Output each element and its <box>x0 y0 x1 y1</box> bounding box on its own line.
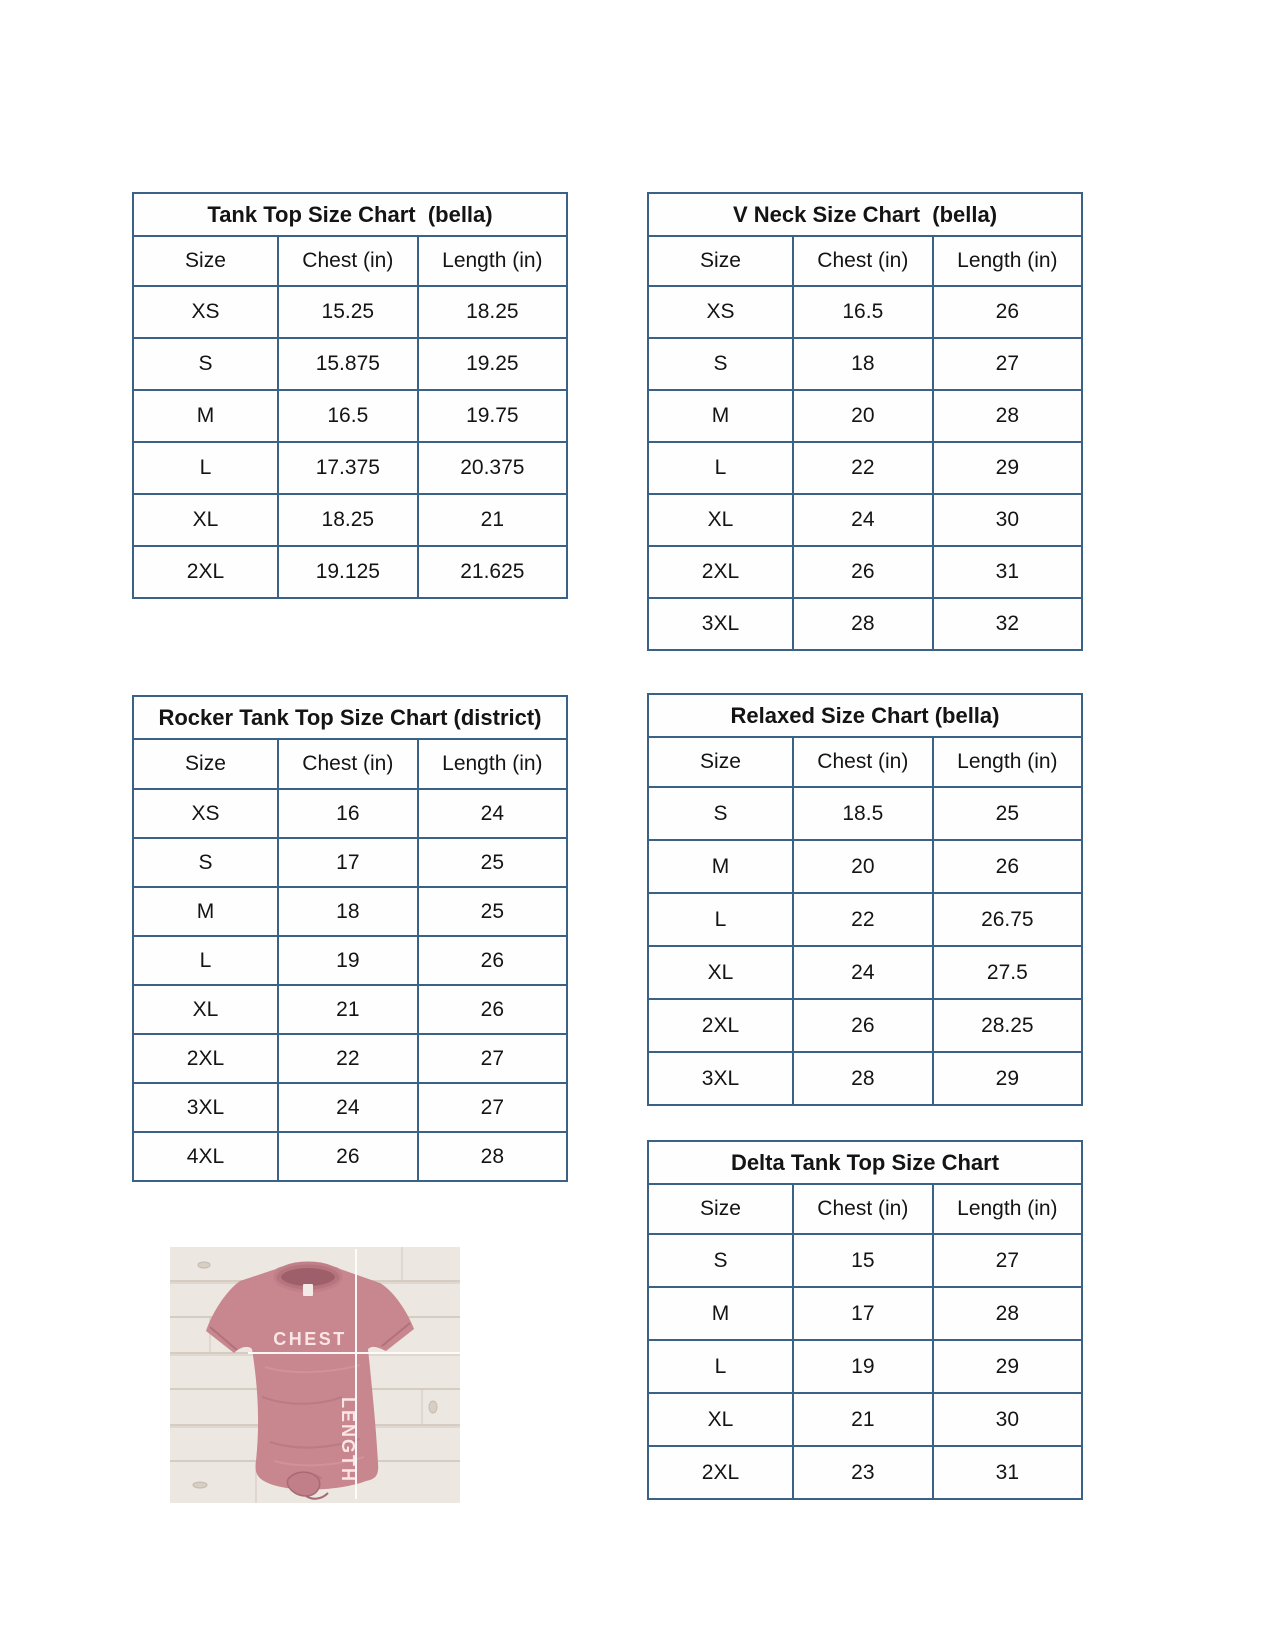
cell: 26 <box>418 936 567 985</box>
cell: 17 <box>278 838 418 887</box>
cell: 26 <box>793 546 933 598</box>
cell: 28 <box>933 390 1082 442</box>
cell: 22 <box>793 893 933 946</box>
cell: 2XL <box>648 999 793 1052</box>
table-row <box>133 985 567 1034</box>
cell: 26 <box>933 840 1082 893</box>
table-row <box>648 1393 1082 1446</box>
cell: 26.75 <box>933 893 1082 946</box>
header-row <box>133 739 567 789</box>
shirt-measurement-photo <box>170 1247 460 1503</box>
table-row <box>648 390 1082 442</box>
cell: 22 <box>793 442 933 494</box>
column-header: Chest (in) <box>793 1184 933 1234</box>
cell: 3XL <box>133 1083 278 1132</box>
cell: 15.875 <box>278 338 418 390</box>
cell: XL <box>648 1393 793 1446</box>
cell: 2XL <box>648 546 793 598</box>
table-row <box>133 286 567 338</box>
cell: 18.25 <box>418 286 567 338</box>
cell: 21 <box>278 985 418 1034</box>
table-row <box>133 390 567 442</box>
cell: 27 <box>418 1083 567 1132</box>
shirt-measurement-illustration <box>170 1247 460 1503</box>
header-row <box>648 236 1082 286</box>
header-row <box>648 1184 1082 1234</box>
cell: 18.25 <box>278 494 418 546</box>
table-row <box>648 546 1082 598</box>
cell: 25 <box>418 838 567 887</box>
table-row <box>133 1034 567 1083</box>
table-row <box>133 1132 567 1181</box>
table-row <box>648 893 1082 946</box>
cell: 21 <box>418 494 567 546</box>
cell: 15.25 <box>278 286 418 338</box>
column-header: Chest (in) <box>793 737 933 787</box>
table-row <box>648 494 1082 546</box>
cell: 18 <box>278 887 418 936</box>
cell: 19.75 <box>418 390 567 442</box>
cell: 19 <box>793 1340 933 1393</box>
table-title: Tank Top Size Chart (bella) <box>133 193 567 236</box>
cell: 23 <box>793 1446 933 1499</box>
table-row <box>133 546 567 598</box>
delta-tank-top-table <box>647 1140 1083 1500</box>
header-row <box>648 737 1082 787</box>
cell: L <box>133 936 278 985</box>
cell: 27 <box>933 338 1082 390</box>
cell: 15 <box>793 1234 933 1287</box>
table-title: Delta Tank Top Size Chart <box>648 1141 1082 1184</box>
column-header: Length (in) <box>418 236 567 286</box>
length-label: LENGTH <box>338 1397 358 1483</box>
cell: 28 <box>933 1287 1082 1340</box>
cell: L <box>648 893 793 946</box>
column-header: Size <box>648 737 793 787</box>
table-title: V Neck Size Chart (bella) <box>648 193 1082 236</box>
size-chart-rocker-tank-top <box>132 695 568 1182</box>
cell: 26 <box>793 999 933 1052</box>
table-row <box>648 1340 1082 1393</box>
cell: 29 <box>933 442 1082 494</box>
rocker-tank-top-district-table <box>132 695 568 1182</box>
cell: 19 <box>278 936 418 985</box>
table-row <box>648 1234 1082 1287</box>
cell: 20.375 <box>418 442 567 494</box>
cell: 29 <box>933 1052 1082 1105</box>
table-row <box>133 1083 567 1132</box>
cell: 30 <box>933 1393 1082 1446</box>
table-title: Relaxed Size Chart (bella) <box>648 694 1082 737</box>
cell: 27 <box>418 1034 567 1083</box>
column-header: Chest (in) <box>793 236 933 286</box>
cell: 27 <box>933 1234 1082 1287</box>
cell: 16.5 <box>793 286 933 338</box>
shirt-tag <box>303 1284 313 1296</box>
cell: 28 <box>793 598 933 650</box>
column-header: Length (in) <box>933 236 1082 286</box>
column-header: Size <box>648 1184 793 1234</box>
column-header: Chest (in) <box>278 236 418 286</box>
cell: 25 <box>933 787 1082 840</box>
table-row <box>133 936 567 985</box>
chest-label: CHEST <box>273 1329 347 1349</box>
cell: 30 <box>933 494 1082 546</box>
cell: 24 <box>418 789 567 838</box>
cell: 19.125 <box>278 546 418 598</box>
table-row <box>133 887 567 936</box>
cell: 24 <box>793 946 933 999</box>
table-row <box>648 1052 1082 1105</box>
cell: 20 <box>793 840 933 893</box>
cell: L <box>648 1340 793 1393</box>
table-row <box>648 787 1082 840</box>
cell: L <box>133 442 278 494</box>
cell: 26 <box>418 985 567 1034</box>
cell: S <box>648 787 793 840</box>
cell: 29 <box>933 1340 1082 1393</box>
cell: S <box>133 838 278 887</box>
cell: M <box>133 390 278 442</box>
cell: XS <box>133 789 278 838</box>
cell: M <box>648 1287 793 1340</box>
column-header: Size <box>648 236 793 286</box>
cell: 21 <box>793 1393 933 1446</box>
cell: 27.5 <box>933 946 1082 999</box>
table-row <box>648 286 1082 338</box>
cell: XL <box>133 985 278 1034</box>
cell: XS <box>133 286 278 338</box>
table-row <box>133 338 567 390</box>
size-chart-v-neck <box>647 192 1083 651</box>
cell: 24 <box>793 494 933 546</box>
v-neck-bella-table <box>647 192 1083 651</box>
cell: 25 <box>418 887 567 936</box>
cell: 16 <box>278 789 418 838</box>
table-row <box>648 840 1082 893</box>
cell: XL <box>648 494 793 546</box>
cell: 28.25 <box>933 999 1082 1052</box>
cell: S <box>133 338 278 390</box>
header-row <box>133 236 567 286</box>
table-row <box>133 494 567 546</box>
cell: 24 <box>278 1083 418 1132</box>
column-header: Size <box>133 739 278 789</box>
cell: 21.625 <box>418 546 567 598</box>
cell: M <box>648 840 793 893</box>
cell: 18 <box>793 338 933 390</box>
cell: 28 <box>793 1052 933 1105</box>
column-header: Length (in) <box>418 739 567 789</box>
cell: 26 <box>278 1132 418 1181</box>
cell: 16.5 <box>278 390 418 442</box>
column-header: Size <box>133 236 278 286</box>
size-chart-delta-tank-top <box>647 1140 1083 1500</box>
cell: M <box>133 887 278 936</box>
column-header: Length (in) <box>933 737 1082 787</box>
cell: 3XL <box>648 1052 793 1105</box>
cell: 28 <box>418 1132 567 1181</box>
cell: XL <box>648 946 793 999</box>
cell: S <box>648 338 793 390</box>
relaxed-bella-table <box>647 693 1083 1106</box>
table-row <box>648 946 1082 999</box>
cell: XS <box>648 286 793 338</box>
size-chart-tank-top <box>132 192 568 599</box>
cell: S <box>648 1234 793 1287</box>
column-header: Chest (in) <box>278 739 418 789</box>
table-row <box>648 1287 1082 1340</box>
table-row <box>648 598 1082 650</box>
cell: 4XL <box>133 1132 278 1181</box>
table-row <box>133 838 567 887</box>
table-row <box>133 789 567 838</box>
cell: 19.25 <box>418 338 567 390</box>
cell: 31 <box>933 546 1082 598</box>
table-row <box>648 338 1082 390</box>
table-title: Rocker Tank Top Size Chart (district) <box>133 696 567 739</box>
cell: 22 <box>278 1034 418 1083</box>
cell: 31 <box>933 1446 1082 1499</box>
cell: M <box>648 390 793 442</box>
table-row <box>648 999 1082 1052</box>
cell: 18.5 <box>793 787 933 840</box>
table-row <box>648 1446 1082 1499</box>
cell: 26 <box>933 286 1082 338</box>
cell: 17 <box>793 1287 933 1340</box>
table-row <box>133 442 567 494</box>
cell: XL <box>133 494 278 546</box>
table-row <box>648 442 1082 494</box>
cell: 2XL <box>133 1034 278 1083</box>
cell: 2XL <box>133 546 278 598</box>
size-chart-relaxed <box>647 693 1083 1106</box>
tank-top-bella-table <box>132 192 568 599</box>
cell: 2XL <box>648 1446 793 1499</box>
cell: L <box>648 442 793 494</box>
column-header: Length (in) <box>933 1184 1082 1234</box>
cell: 32 <box>933 598 1082 650</box>
cell: 20 <box>793 390 933 442</box>
cell: 3XL <box>648 598 793 650</box>
cell: 17.375 <box>278 442 418 494</box>
